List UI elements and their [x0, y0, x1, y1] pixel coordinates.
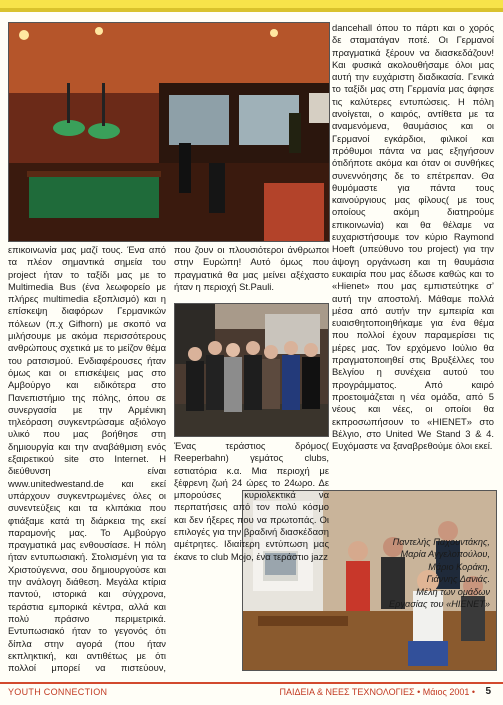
credit-line: Παντελής Παχουντάκης,: [392, 537, 490, 547]
credit-line: Εργασίας του «HIENET»: [389, 599, 490, 610]
col3-paragraph: dancehall όπου το πάρτι και ο χορός δε σταματάγαν ποτέ. Οι Γερμανοί πραγματικά ξέρουν να διασκεδάζουν! Και φυσικά ακολουθήσαμε όλοι μας αυτή την ευχάριστη διαδικασία. Γενικά το ταξίδι μας στη Γερμανία μας άφησε τις καλύτερες εντυπώσεις. Η πόλη ανοίγεται, ο καιρός, αντίθετα με τα αναμενόμενα, θαυμάσιος και οι Γερμανοί εγκάρδιοι, φιλικοί και πρόθυμοι πάντα να μας εξηγήσουν ότιδήποτε ακόμα και όταν οι συνθήκες συνεννόησης δε το επέτρεπαν. Θα θυμόμαστε για πάντα τους καινούργιους μας φίλους( με τους οποίους ακόμη διατηρούμε επικοινωνία) και θα θέλαμε να ευχαριστήσουμε τον κύριο Raymond Hoeft (υπεύθυνο του project) για την άψογη οργάνωση και τη θαυμάσια ευκαιρία που μας έδωσε καθώς και το «Hienet» που μας εμπιστεύτηκε σ’ αυτή την αποστολή. Μάθαμε πολλά μέσα από αυτήν την εμπειρία και ευαισθητοποιηθήκαμε για ένα θέμα που πολλοί έχουν παραμερίσει τις μέρες μας. Τον ερχόμενο Ιούλιο θα πραγματοποιηθεί στις Βρυξέλλες του Βελγίου η συνέχεια αυτού του προγράμματος. Από καιρό προετοιμάζεται η νέα ομάδα, από 5 νέους και νέες, οι οποίοι θα εκπροσωπήσουν το «ΗΙΕΝΕΤ» στο Βέλγιο, στο United We Stand 3 & 4. Ευχόμαστε να ξαναβρεθούμε όλοι εκεί.: [332, 22, 494, 452]
credit-line: Γιάννης Δανιάς.: [426, 574, 490, 585]
article-column-2-top: [174, 244, 329, 300]
article-column-3: [332, 22, 494, 532]
top-stripe: [0, 0, 503, 8]
col1-paragraph: επικοινωνία μας μαζί τους. Ένα από τα πλέον σημαντικά σημεία του project ήταν το ταξίδι μας με το Multimedia Bus (ένα λεωφορείο με πλήρες multimedia εξοπλισμό) και η επίσκεψη διαφόρων Γερμανικών πόλεων (π.χ Gifhorn) με σκοπό να μιλήσουμε με ακόμα περισσότερους ανθρώπους σχετικά με το μείζον θέμα του ρατσισμού. Ενδιαφέρουσες ήταν όμως και οι επισκέψεις μας στο Αμβούργο και ειδικότερα στο Πανεπιστήμιο της πόλης, όπου σε συνεργασία με την Αρμένικη τηλεόραση συγκεντρώσαμε αξιόλογο υλικό που μας βοήθησε στη δημιουργία και την αναβάθμιση ενός εξαιρετικού site στο Internet. Η διεύθυνση είναι www.unitedwestand.de και εκεί υπάρχουν συγκεντρωμένες όλες οι συνεντεύξεις και τα κλιπάκια που φτιάξαμε κατά τη διάρκεια της εκεί παραμονής μας. Το Αμβούργο πραγματικά μας ενθουσίασε. Η πόλη ήταν εντυπωσιακή. Στολισμένη για τα Χριστούγεννα, σου δημιουργούσε και την ανάλογη διάθεση. Μεγάλα κτίρια παντού, ιστορικά και σύγχρονα, τεράστια εμπορικά κέντρα, αλλά και πολύ πράσινο περιμετρικά. Εντυπωσιακό ήταν το γεγονός ότι δίπλα στην αγορά (που ήταν εκπληκτική, και αντιθέτως με ότι πολλοί μπορεί να πιστεύουν,: [8, 244, 166, 674]
footer-publication-info: ΠΑΙΔΕΙΑ & ΝΕΕΣ ΤΕΧΝΟΛΟΓΙΕΣ • Μάιος 2001 •: [279, 687, 475, 697]
footer-section-title: YOUTH CONNECTION: [8, 687, 108, 697]
credit-line: Μαρία Αγγελοπούλου,: [400, 549, 490, 560]
credit-line: Μέλη των ομάδων: [416, 586, 490, 597]
credit-line: Μάριο Κοράκη,: [428, 561, 490, 572]
article-column-2-bottom: [174, 440, 329, 674]
page-number: 5: [485, 686, 491, 697]
top-stripe-shadow: [0, 8, 503, 12]
author-credits: [330, 536, 490, 610]
col2-top-paragraph: που ζουν οι πλουσιότεροι άνθρωποι στην Ευρώπη! Αυτό όμως που πραγματικά θα μας μείνει αξέχαστο ήταν η περιοχή St.Pauli.: [174, 244, 329, 292]
article-column-1: [8, 244, 166, 674]
photo-billiard-lounge: [8, 22, 330, 242]
col2-bottom-paragraph: Ένας τεράστιος δρόμος( Reeperbahn) γεμάτος clubs, εστιατόρια κ.α. Μια περιοχή με ξέφρενη ζωή 24 ώρες το 24ωρο. Δε μπορούσες κυριολεκτικά να περπατήσεις από τον πολύ κόσμο και δεν ήξερες που να πρωτοπάς. Οι επιλογές για την βραδινή διασκέδαση αμέτρητες. Ιδιαίτερη εντύπωση μας έκανε το club Mojo, ένα τεράστιο jazz: [174, 440, 329, 562]
footer-rule: [0, 682, 503, 684]
photo-group-outdoors: [174, 303, 329, 437]
